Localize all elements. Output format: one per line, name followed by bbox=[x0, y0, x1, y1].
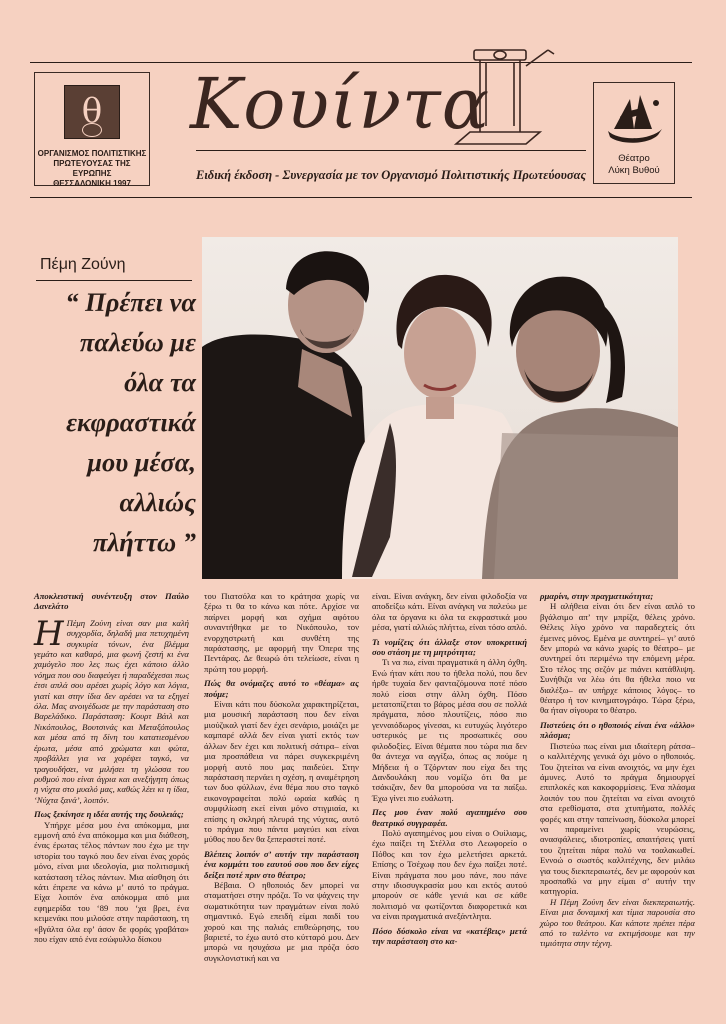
organization-logo bbox=[64, 85, 120, 139]
organization-badge bbox=[34, 72, 150, 186]
edition-subtitle: Ειδική έκδοση - Συνεργασία με τον Οργανισμό Πολιτιστικής Πρωτεύουσας bbox=[196, 168, 587, 182]
article-headline bbox=[34, 282, 196, 562]
headline-line: εκφραστικά bbox=[66, 407, 196, 437]
theta-logo-icon: θ bbox=[81, 91, 103, 131]
theatre-name bbox=[594, 153, 674, 177]
article-paragraph: του Πιατσόλα και το κράτησα χωρίς να ξέρω τι θα το κάνω και πότε. Αρχίσε να παίρνει μορφή και σχήμα αφότου συναντήθηκα με το Νικόπουλο, τον ενορχηστρωτή και συνθέτη της παράστασης, με αφορμή την Όπερα της Πεντάρας. Δε θεωρώ ότι τελείωσε, είναι η πρώτη του μορφή. bbox=[204, 591, 359, 674]
article-paragraph: Είναι κάτι που δύσκολα χαρακτηρίζεται, μια μουσική παράσταση που δεν είναι μιούζικαλ γιατί δεν έχει σενάριο, μοιάζει με καμπαρέ αλλά δεν είναι γιατί εκτός των άλλων δεν έχει και πολιτική σάτιρα– είναι μια προσπάθεια να πάρει συγκεκριμένη μορφή αυτό που μας παιδεύει. Στην παράσταση περνάει η σχέση, η αναμέτρηση των δυο φύλλων, ένα θέμα που στο ταγκό εικονογραφείται πολύ ωραία καθώς η συμφιλίωση εκεί είναι μόνο στιγμιαία, κι επίσης η σκληρή πλευρά της νύχτας, αυτό το πράγμα που πάντα μαγεύει και είναι μύθος που δεν θα ξεπεραστεί ποτέ. bbox=[204, 699, 359, 845]
theatre-badge bbox=[593, 82, 675, 184]
headline-line: “ Πρέπει να bbox=[65, 287, 196, 317]
headline-line: όλα τα bbox=[124, 367, 196, 397]
article-column-4 bbox=[540, 591, 695, 949]
closing-paragraph: Η Πέμη Ζούνη δεν είναι διεκπεραιωτής. Είναι μια δυναμική και τίμια παρουσία στο χώρο του θεάτρου. Και κάποτε πρέπει πέρα από το ταλέντο να εκτιμήσουμε και την τιμιότητα στην τέχνη. bbox=[540, 896, 695, 949]
interview-question: ρμαρίνι, στην πραγματικότητα; bbox=[540, 591, 654, 601]
newspaper-title: Κουίντα bbox=[190, 63, 490, 145]
cast-photo-illustration bbox=[202, 237, 678, 579]
headline-line: πλήττω ” bbox=[93, 527, 196, 557]
organization-name bbox=[35, 149, 149, 189]
interview-question: Πόσο δύσκολο είναι να «κατέβεις» μετά την παράσταση στο κα- bbox=[372, 925, 527, 946]
article-paragraph: Βέβαια. Ο ηθοποιός δεν μπορεί να σταματήσει στην πρόζα. Το να ψάχνεις την σωματικότητα των πραγμάτων είναι πολύ σημαντικό. Εγώ επειδή είμαι παιδί του χορού και της παλιάς επιθεώρησης, του βαριετέ, το έχω αυτό στο κύτταρό μου. Δεν μπορώ να ησυχάσω με μια πρόζα όσο συγκλονιστική και να bbox=[204, 879, 359, 963]
drop-cap: Η bbox=[34, 613, 64, 654]
masthead-bottom-rule bbox=[30, 197, 692, 198]
interview-question: Τι νομίζεις ότι άλλαξε στον υποκριτική σου στάση με τη μητρότητα; bbox=[372, 636, 527, 658]
interview-question: Βλέπεις λοιπόν σ’ αυτήν την παράσταση ένα κομμάτι του εαυτού σου που δεν είχες δείξει ποτέ πριν στο θέατρο; bbox=[204, 848, 359, 880]
interview-question: Πιστεύεις ότι ο ηθοποιός είναι ένα «άλλο» πλάσμα; bbox=[540, 719, 695, 741]
article-paragraph: είναι. Είναι ανάγκη, δεν είναι φιλοδοξία να αποδείξω κάτι. Είναι ανάγκη να παλεύω με όλα τα όργανα κι όλα τα εκφραστικά μου μέσα, γιατί αλλιώς πλήττω, είναι τόσο απλό. bbox=[372, 591, 527, 633]
headline-line: παλεύω με bbox=[79, 327, 196, 357]
cast-photo bbox=[202, 237, 678, 579]
interview-credit: Αποκλειστική συνέντευξη στον Παύλο Δανελάτο bbox=[34, 591, 189, 612]
headline-line: μου μέσα, bbox=[87, 447, 196, 477]
lead-text: Πέμη Ζούνη είναι σαν μια καλή συγχορδία, δηλαδή μια πετυχημένη συγκυρία τόνων, ένα βλέμμα γεμάτο και καθαρό, μια φωνή ζεστή κι ένα χαμόγελο που λες πως έχει κάποιο άλλο νόημα που σου διαφεύγει ή παραδέχεσαι πως έτσι απλά σου αρέσει χωρίς λόγο και λόγια, γιατί και στην ίδια δεν αρέσει να τα εξηγεί όλα. Μας ανοιγέδωσε με την παράσταση στο Βαρελάδικο. Παράσταση: Κουρτ Βάιλ και Νικόπουλος, Βουτσινάς και Μεταξόπουλος και μέσα από τη δίνη του κατατιεσμένου έρωτα, μέσα από χρώματα και φώτα, προβάλλει για να χορέψει ταγκό, να τραγουδήσει, να μιλήσει τη γλώσσα του ρυθμού που είναι άγρια και ανεξήγητη όπως η νύχτα στο μυαλό μας, καθώς λέει κι η ίδια, ‘Νύχτα ξανά’, λοιπόν. bbox=[34, 617, 189, 805]
article-paragraph: Τι να πω, είναι πραγματικά η άλλη όχθη. Ενώ ήταν κάτι που το ήθελα πολύ, που δεν ήρθε τυχαία δεν φανταζόμουνα ποτέ πόσο πολύ είσαι στην άλλη όχθη. Πόσο μετατοπίζεται το βάρος μέσα σου σε πολλά πράγματα, πόσο πλουτίζεις, πόσο πιο γενναιόδωρος γίνεσαι, κι ευτυχώς λιγότερο υστερικός με τις προσωπικές σου φιλοδοξίες. Είναι θέματα που τώρα πια δεν θα άντεχα να αγγίξω, όπως ας πούμε η Μήδεια ή ο Τζόρνταν που είχα δει της Δανδουλάκη που νομίζω ότι θα με τσάκιζαν, δεν θα μπορούσα να τα παίξω. Έχω γίνει πιο ευάλωτη. bbox=[372, 657, 527, 803]
headline-line: αλλιώς bbox=[119, 487, 196, 517]
article-paragraph: Πιστεύω πως είναι μια ιδιαίτερη ράτσα– ο καλλιτέχνης γενικά όχι μόνο ο ηθοποιός. Του ζητείται να είναι ανοιχτός, να μην έχει άμυνες. Αυτό το πράγμα δημιουργεί επιπλοκές και κακοφορμίσεις. Ένα πλάσμα λοιπόν του που ζητείται να είναι ανοιχτό στα ερεθίσματα, στα χτυπήματα, πολλές φορές και στην ταπείνωση, δύσκολα μπορεί να παραμείνει χωρίς νευρώσεις, ανασφάλειες, ιδιοτροπίες, απαιτήσεις γιατί του ζητείται πάρα πολύ να τοαλακωθεί. Εννοώ ο σωστός καλλιτέχνης, δεν μιλάω για τους διεκπεραιωτές, δεν με αφορούν και προσπαθώ να μην είμαι σ’ αυτήν την κατηγορία. bbox=[540, 740, 695, 897]
article-author: Πέμη Ζούνη bbox=[40, 256, 126, 273]
theatre-line: Λύκη Βυθού bbox=[608, 165, 660, 176]
article-paragraph: Πολύ αγαπημένος μου είναι ο Ουίλιαμς, έχω παίξει τη Στέλλα στο Λεωφορείο ο Πόθος και τον έχω μελετήσει αρκετά. Επίσης ο Τσέχωφ που δεν έχω παίξει ποτέ. Είναι πράγματα που μου πάνε, που πάνε στην ιδιοσυγκρασία μου και εκτός αυτού μπορούν σε κάθε γενιά και σε κάθε πολιτισμό να φωτίζονται διαφορετικά και να είναι πραγματικά ανεξάντλητα. bbox=[372, 827, 527, 922]
org-line: ΟΡΓΑΝΙΣΜΟΣ ΠΟΛΙΤΙΣΤΙΚΗΣ bbox=[37, 149, 147, 158]
title-underline bbox=[196, 150, 586, 151]
article-column-1 bbox=[34, 591, 189, 944]
article-paragraph: Η αλήθεια είναι ότι δεν είναι απλό το βγάλσιμο απ’ την μπρίζα, θέλεις χρόνο. Θέλεις λίγο χρόνο να παραδεχτείς ότι έμεινες μόνος. Εμένα με συντηρεί– γι’ αυτό δεν μπορώ να κάνω χωρίς το θέατρο– με συντηρεί ότι περιμένω την επόμενη μέρα. Στο τέλος της σεζόν με πιάνει κατάθλιψη. Συνήθιζα να λέω ότι θα ήθελα ποιο να διαλέξω– αν υπήρχε κάποιος λόγος– το θέατρο ή τον κινηματογράφο. Τώρα ξέρω, θα ήταν σίγουρα το θέατρο. bbox=[540, 601, 695, 716]
seal-icon bbox=[82, 123, 102, 137]
article-column-3 bbox=[372, 591, 527, 946]
org-line: ΠΡΩΤΕΥΟΥΣΑΣ ΤΗΣ ΕΥΡΩΠΗΣ bbox=[53, 159, 131, 178]
theatre-line: Θέατρο bbox=[618, 153, 650, 164]
drum-press-icon bbox=[430, 40, 570, 150]
interview-question: Πες μου έναν πολύ αγαπημένο σου θεατρικό συγγραφέα. bbox=[372, 807, 527, 828]
interview-question: Πως ξεκίνησε η ιδέα αυτής της δουλειάς; bbox=[34, 809, 184, 820]
interview-question: Πώς θα ονόμαζες αυτό το «θέαμα» ας πούμε; bbox=[204, 678, 359, 699]
ship-logo-icon bbox=[600, 89, 668, 147]
article-paragraph: Υπήρχε μέσα μου ένα απόκομμα, μια εμμονή από ένα απόκομμα και μια διάθεση, ένας έρωτας τέλος πάντων που έχω με την ιστορία του ταγκό που δεν είναι ένας χορός μόνο, είναι μια ιδεολογία, μια πολιτισμική κατάσταση τέλος πάντων. Μια αίσθηση ότι κάτι έπρεπε να κάνω μ’ αυτό το πράγμα. Είχα λοιπόν ένα απόκομμα από μια εφημερίδα του ‘89 που ‘χα βρει, ένα κειμενάκι που μιλούσε στην παράσταση, τη «βγάλτα όλα εφ’ άσον δε φοράς γραβάτα» που είχαν από ένα εσώφυλλο δίσκου bbox=[34, 819, 189, 944]
article-column-2 bbox=[204, 591, 359, 963]
org-line: ΘΕΣΣΑΛΟΝΙΚΗ 1997 bbox=[53, 179, 131, 188]
author-rule bbox=[36, 280, 192, 281]
article-paragraph bbox=[34, 613, 189, 805]
